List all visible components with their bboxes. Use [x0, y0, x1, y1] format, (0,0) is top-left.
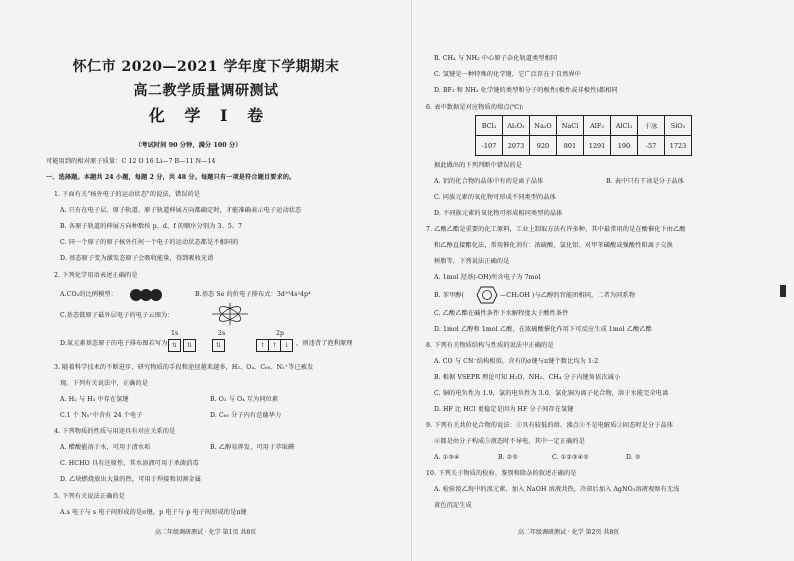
table-cell: -107	[476, 136, 503, 156]
question-3: 3. 随着科学技术的不断进步，研究物质的手段和途径越来越多，H₃、O₄、C₆₀、N₅⁺等已被发	[54, 364, 314, 371]
orbital-label-1s: 1s	[171, 330, 179, 337]
paper-title: 化 学 I 卷	[148, 106, 264, 125]
q8-option-a: A. CO 与 CN⁻结构相似，含有的σ键与π键个数比均为 1:2	[434, 358, 599, 365]
q8-option-d: D. HF 比 HCl 更稳定是因为 HF 分子间存在氢键	[434, 406, 574, 413]
table-cell: 1723	[665, 136, 692, 156]
q1-option-a: A. 只有在电子层、原子轨道、原子轨道伸展方向都确定时，才能准确表示电子运动状态	[60, 207, 302, 214]
exam-info: （考试时间 90 分钟，满分 100 分）	[135, 142, 242, 149]
q4-option-d: D. 乙炔燃烧放出大量的热，可用于焊接和切割金属	[60, 476, 202, 483]
table-header-cell: AlCl₃	[611, 116, 638, 136]
q2-option-b: B.基态 Se 的价电子排布式：3d¹⁰4s²4p⁴	[195, 291, 311, 298]
exam-subtitle: 高二教学质量调研测试	[133, 83, 279, 99]
question-8: 8. 下列有关物质结构与性质的说法中正确的是	[426, 342, 554, 349]
q9-option-d: D. ⑤	[626, 454, 641, 461]
q4-option-a: A. 醋酸能溶于水，可用于清水垢	[60, 444, 151, 451]
question-5: 5. 下列有关说法正确的是	[54, 493, 126, 500]
table-cell: 190	[611, 136, 638, 156]
question-9-cont: ④都是由分子构成⑤液态时不导电，其中一定正确的是	[434, 438, 585, 445]
q3-option-d: D. C₆₀ 分子内有范德华力	[210, 412, 282, 419]
table-cell: -57	[638, 136, 665, 156]
benzene-ring-figure	[476, 286, 498, 304]
orbital-box-2s: ⇅	[212, 339, 225, 352]
table-row	[476, 136, 692, 156]
q10-option-a: A. 检验溴乙烷中的溴元素，加入 NaOH 溶液共热，冷却后加入 AgNO₃溶液观察有无浅	[434, 486, 680, 493]
orbital-box-2p-2: ↑	[268, 339, 281, 352]
table-header-cell: Na₂O	[530, 116, 557, 136]
question-3-cont: 现。下列有关说法中，正确的是	[60, 380, 149, 387]
table-cell: 920	[530, 136, 557, 156]
q4-option-c: C. HCHO 具有还原性，其水溶液可用于杀菌消毒	[60, 460, 199, 467]
orbital-box-2p-3: ↓	[280, 339, 293, 352]
page-right	[412, 0, 794, 561]
q2-option-d: D.氮元素基态原子的电子排布图若写为：	[60, 340, 174, 347]
q9-option-c: C. ①②③④⑤	[552, 454, 589, 461]
page-footer-left: 高二年级调研测试 · 化学 第1页 共8页	[155, 529, 257, 536]
q6-option-c: C. 同族元素的氧化物可形成不同类型的晶体	[434, 194, 556, 201]
orbital-box-1s: ⇅	[168, 339, 181, 352]
q7-option-d: D. 1mol 乙醇和 1mol 乙酸，在浓硫酸催化作用下可反应生成 1mol 乙酸乙酯	[434, 326, 652, 333]
q4-option-b: B. 乙醇易挥发，可用于萃取碘	[210, 444, 295, 451]
table-cell: 801	[557, 136, 584, 156]
table-header-cell: Al₂O₃	[503, 116, 530, 136]
q7-option-b-tail: —CH₂OH )与乙醇的官能团相同，二者为同系物	[500, 292, 636, 299]
question-6: 6. 表中数据是对应物质的熔点(℃):	[426, 104, 524, 111]
table-header-cell: NaCl	[557, 116, 584, 136]
q3-option-a: A. H₂ 与 H₃ 中存在氢键	[60, 396, 129, 403]
q7-option-a: A. 1mol 羟基(-OH)所含电子为 7mol	[434, 274, 541, 281]
exam-title: 怀仁市 2020—2021 学年度下学期期末	[72, 59, 340, 75]
binding-mark	[780, 285, 786, 297]
question-7: 7. 乙酸乙酯是重要的化工原料，工业上制取方法有许多种，其中最常用的是在酸催化下由乙酸	[426, 226, 686, 233]
atomic-masses: 可能用到的相对原子质量：C 12 O 16 Li—7 B—11 N—14	[46, 158, 216, 165]
electron-cloud-figure	[210, 302, 250, 326]
q9-option-b: B. ②⑤	[498, 454, 519, 461]
table-cell: 2073	[503, 136, 530, 156]
melting-point-table	[475, 115, 692, 156]
table-header-cell: 干冰	[638, 116, 665, 136]
orbital-box-2p-1: ↑	[256, 339, 269, 352]
question-7-cont2: 树脂等，下列说法正确的是	[434, 258, 510, 265]
orbital-label-2s: 2s	[218, 330, 226, 337]
q6-option-d: D. 不同族元素的氧化物可形成相同类型的晶体	[434, 210, 563, 217]
orbital-label-2p: 2p	[276, 330, 285, 337]
q5-option-c: C. 氢键是一种特殊的化学键，它广泛存在于自然界中	[434, 71, 582, 78]
question-7-cont: 和乙醇直接酯化法，常用催化剂有：浓硫酸、氯化铝、对甲苯磺酸或强酸性阳离子交换	[434, 242, 673, 249]
q2-option-c: C.基态铍原子最外层电子的电子云图为：	[60, 312, 174, 319]
q1-option-d: D. 基态原子变为激发态原子会吸收能量，得到吸收光谱	[60, 255, 214, 262]
q5-option-d: D. BF₃ 和 NH₃ 化学键的类型和分子的极性(极性或非极性)都相同	[434, 87, 618, 94]
question-9: 9. 下列有关共价化合物的说法：①具有较低的熔、沸点②不是电解质③固态时是分子晶体	[426, 422, 674, 429]
q8-option-c: C. 铜的电负性为 1.9，氯的电负性为 3.0，氯化铜为离子化合物，溶于水能完全电离	[434, 390, 669, 397]
page-footer-right: 高二年级调研测试 · 化学 第2页 共8页	[518, 529, 620, 536]
question-1: 1. 下面有关"核外电子的运动状态"的说法，错误的是	[54, 191, 201, 198]
q7-option-c: C. 乙酸乙酯在碱性条件下水解程度大于酸性条件	[434, 310, 569, 317]
q5-option-a: A.s 电子与 s 电子间形成的是σ键，p 电子与 p 电子间形成的是π键	[60, 509, 247, 516]
table-cell: 1291	[584, 136, 611, 156]
q6-option-b: B. 表中只有干冰是分子晶体	[606, 178, 684, 185]
co2-model-carbon-right	[150, 289, 162, 301]
q3-option-c: C.1 个 N₅⁺中含有 24 个电子	[60, 412, 143, 419]
q7-option-b: B. 苯甲醇(	[434, 292, 465, 299]
q1-option-c: C. 同一个原子的原子核外任何一个电子的运动状态都是不相同的	[60, 239, 239, 246]
q6-option-a: A. 铝的化合物的晶体中有的是离子晶体	[434, 178, 544, 185]
q5-option-b: B. CH₄ 与 NH₃ 中心原子杂化轨道类型相同	[434, 55, 558, 62]
table-header-cell: BCl₃	[476, 116, 503, 136]
table-header-cell: SiO₂	[665, 116, 692, 136]
table-header-cell: AlF₃	[584, 116, 611, 136]
q9-option-a: A. ①③④	[434, 454, 460, 461]
section-heading: 一、选择题。本题共 24 小题，每题 2 分，共 48 分。每题只有一项是符合题目要求的。	[46, 174, 296, 181]
question-2: 2. 下列化学用语表述正确的是	[54, 272, 138, 279]
q10-option-a-cont: 黄色沉淀生成	[434, 502, 472, 509]
orbital-box-1s-extra: ⇅	[183, 339, 196, 352]
q2-option-d-tail: ，则违背了泡利原理	[296, 340, 353, 347]
q2-option-a: A.CO₂的比例模型：	[60, 291, 117, 298]
question-4: 4. 下列物质的性质与用途具有对应关系的是	[54, 428, 176, 435]
question-10: 10. 下列关于物质的检验、鉴别和除杂的叙述正确的是	[426, 470, 577, 477]
q3-option-b: B. O₂ 与 O₄ 互为同位素	[210, 396, 279, 403]
q6-prompt: 据此做出的下列判断中错误的是	[434, 162, 523, 169]
q1-option-b: B. 各原子轨道的伸展方向种数按 p、d、f 的顺序分别为 3、5、7	[60, 223, 243, 230]
q8-option-b: B. 根据 VSEPR 理论可知 H₂O、NH₃、CH₄ 分子内键角依次减小	[434, 374, 621, 381]
table-header-row	[476, 116, 692, 136]
